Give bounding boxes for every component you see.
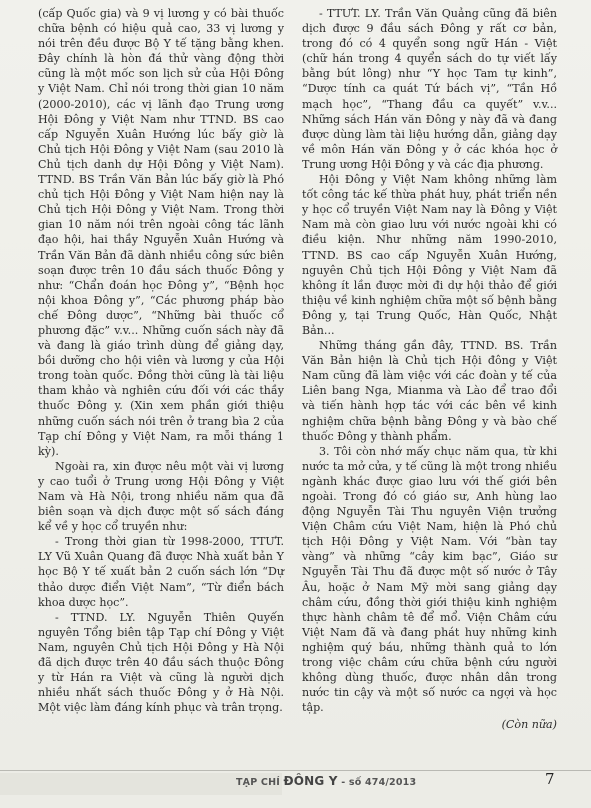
left-paragraph-4: - TTND. LY. Nguyễn Thiên Quyến nguyên Tổng biên tập Tạp chí Đông y Việt Nam, nguyên Chủ tịch Hội Đông y Hà Nội đã dịch được trên 40 đầu sách thuộc Đông y từ Hán ra Việt và cũng là người dịch nhiều nhất sách thuốc Đông y ở Hà Nội. Một việc làm đáng kính phục và trân trọng. [38,610,284,715]
left-paragraph-2: Ngoài ra, xin được nêu một vài vị lương y cao tuổi ở Trung ương Hội Đông y Việt Nam và Hà Nội, trong nhiều năm qua đã biên soạn và dịch được một số sách đáng kể về y học cổ truyền như: [38,459,284,534]
article-right-column [302,6,557,733]
footer-divider [0,770,591,771]
left-paragraph-3: - Trong thời gian từ 1998-2000, TTƯT. LY Vũ Xuân Quang đã được Nhà xuất bản Y học Bộ Y tế xuất bản 2 cuốn sách lớn “Dự thảo dược điển Việt Nam”, “Từ điển bách khoa dược học”. [38,535,284,609]
journal-name: ĐÔNG Y [283,774,338,788]
right-paragraph-1: - TTƯT. LY. Trần Văn Quảng cũng đã biên dịch được 9 đầu sách Đông y rất cơ bản, trong đó có 4 quyển song ngữ Hán - Việt (chữ hán trong 4 quyển sách do tự viết lấy bằng bút lông) như “Y học Tam tự kinh”, “Dược tính ca quát Tứ bách vị”, “Tần Hồ mạch học”, “Thang đầu ca quyết” v.v... Những sách Hán văn Đông y này đã và đang được dùng làm tài liệu hướng dẫn, giảng dạy về môn Hán văn Đông y ở các khóa học ở Trung ương Hội Đông y và các địa phương. [302,7,557,171]
page-number: 7 [545,770,555,788]
right-paragraph-4: 3. Tôi còn nhớ mấy chục năm qua, từ khi nước ta mở cửa, y tế cũng là một trong nhiều ngành khác được giao lưu với thế giới bên ngoài. Trong đó có giáo sư, Anh hùng lao động Nguyễn Tài Thu nguyên Viện trưởng Viện Châm cứu Việt Nam, hiện là Phó chủ tịch Hội Đông y Việt Nam. Với “bàn tay vàng” và những “cây kim bạc”, Giáo sư Nguyễn Tài Thu đã được một số nước ở Tây Âu, hoặc ở Nam Mỹ mời sang giảng dạy châm cứu, đồng thời giới thiệu kinh nghiệm thực hành châm tê để mổ. Viện Châm cứu Việt Nam đã và đang phát huy những kinh nghiệm quý báu, những thành quả to lớn trong việc châm cứu chữa bệnh cứu người không dùng thuốc, được nhân dân trong nước tin cậy và một số nước ca ngợi và học tập. [302,444,557,715]
journal-issue: - số 474/2013 [341,777,417,788]
right-paragraph-3: Những tháng gần đây, TTND. BS. Trần Văn Bản hiện là Chủ tịch Hội đông y Việt Nam cũng đã làm việc với các đoàn y tế của Liên bang Nga, Mianma và Lào để trao đổi và tiến hành hợp tác với các bên về kinh nghiệm chữa bệnh bằng Đông y và bào chế thuốc Đông y thành phẩm. [302,339,557,443]
continuation-note: (Còn nữa) [501,718,557,732]
article-left-column [38,6,284,715]
left-paragraph-1: (cấp Quốc gia) và 9 vị lương y có bài thuốc chữa bệnh có hiệu quả cao, 33 vị lương y nói trên đều được Bộ Y tế tặng bằng khen. Đây chính là hòn đá thử vàng động thời cũng là một mốc son lịch sử của Hội Đông y Việt Nam. Chỉ nói trong thời gian 10 năm (2000-2010), các vị lãnh đạo Trung ương Hội Đông y Việt Nam như TTND. BS cao cấp Nguyễn Xuân Hướng lúc bấy giờ là Chủ tịch Hội Đông y Việt Nam (sau 2010 là Chủ tịch danh dự Hội Đông y Việt Nam). TTND. BS Trần Văn Bản lúc bấy giờ là Phó chủ tịch Hội Đông y Việt Nam hiện nay là Chủ tịch Hội Đông y Việt Nam. Trong thời gian 10 năm nói trên ngoài công tác lãnh đạo hội, hai thầy Nguyễn Xuân Hướng và Trần Văn Bản đã dành nhiều công sức biên soạn được trên 10 đầu sách thuốc Đông y như: “Chẩn đoán học Đông y”, “Bệnh học nội khoa Đông y”, “Các phương pháp bào chế Đông dược”, “Những bài thuốc cổ phương đặc” v.v... Những cuốn sách này đã và đang là giáo trình dùng để giảng dạy, bồi dưỡng cho hội viên và lương y của Hội trong toàn quốc. Đồng thời cũng là tài liệu tham khảo và nghiên cứu đối với các thầy thuốc Đông y. (Xin xem phần giới thiệu những cuốn sách nói trên ở trang bìa 2 của Tạp chí Đông y Việt Nam, ra mỗi tháng 1 kỳ). [38,7,284,458]
journal-prefix: TẠP CHÍ [236,777,280,788]
journal-footer [236,773,416,791]
right-paragraph-2: Hội Đông y Việt Nam không những làm tốt công tác kế thừa phát huy, phát triển nền y học cổ truyền Việt Nam nay là Đông y Việt Nam mà còn giao lưu với nước ngoài khi có điều kiện. Như những năm 1990-2010, TTND. BS cao cấp Nguyễn Xuân Hướng, nguyên Chủ tịch Hội Đông y Việt Nam đã không ít lần được mời đi dự hội thảo để giới thiệu về kinh nghiệm chữa một số bệnh bằng Đông y, tại Trung Quốc, Hàn Quốc, Nhật Bản... [302,173,557,337]
